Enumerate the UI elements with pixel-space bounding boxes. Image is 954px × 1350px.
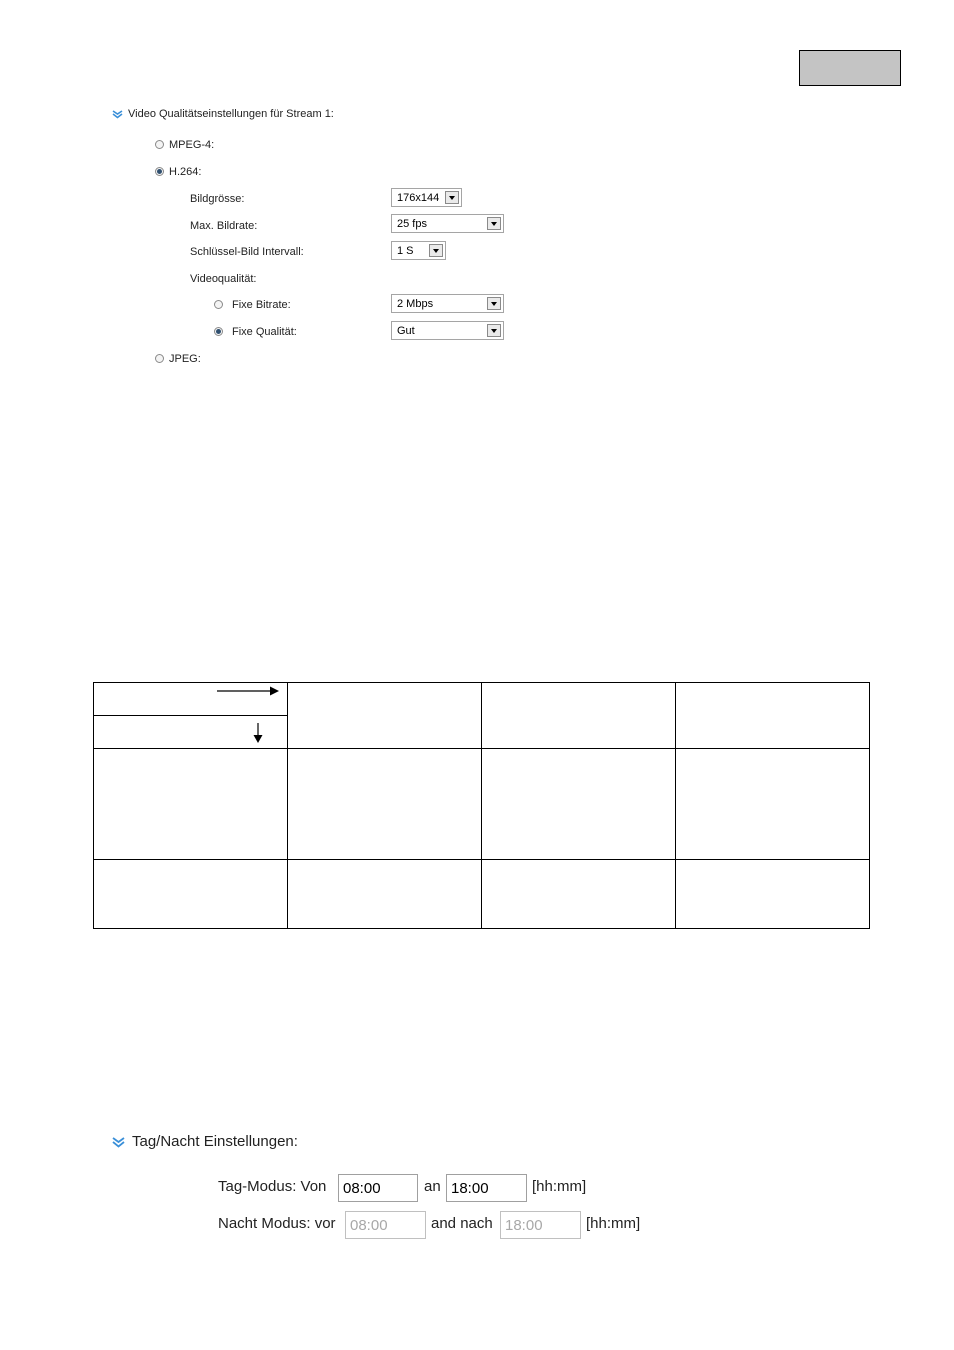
bitrate-value: 2 Mbps [397,298,434,310]
resolution-value: 176x144 [397,192,440,204]
keyframe-value: 1 S [397,245,414,257]
resolution-label: Bildgrösse: [190,193,245,205]
stream-section-title: Video Qualitätseinstellungen für Stream 1: [128,108,334,120]
night-mode-label: Nacht Modus: vor [218,1215,336,1232]
quality-label: Videoqualität: [190,273,257,285]
chevron-down-icon [487,217,501,230]
chevron-down-icon [487,324,501,337]
day-from-input[interactable] [338,1174,418,1202]
collapse-chevron-icon[interactable] [112,110,123,119]
arrow-right-icon [216,685,280,697]
arrow-down-icon [252,722,264,744]
fixed-bitrate-radio[interactable] [214,300,223,309]
h264-label: H.264: [169,166,202,178]
jpeg-label: JPEG: [169,353,201,365]
table-divider [675,682,676,929]
night-from-input[interactable] [345,1211,426,1239]
day-mode-label: Tag-Modus: Von [218,1178,327,1195]
night-to-value: 18:00 [505,1217,543,1234]
keyframe-label: Schlüssel-Bild Intervall: [190,246,304,258]
table-divider [93,748,870,749]
chevron-down-icon [445,191,459,204]
fixed-quality-radio[interactable] [214,327,223,336]
resolution-select[interactable] [391,188,462,207]
mpeg4-radio[interactable] [155,140,164,149]
table-divider [93,715,288,716]
chevron-down-icon [487,297,501,310]
fixed-quality-label: Fixe Qualität: [232,326,297,338]
mpeg4-label: MPEG-4: [169,139,215,151]
night-from-value: 08:00 [350,1217,388,1234]
h264-radio[interactable] [155,167,164,176]
bitrate-select[interactable] [391,294,504,313]
page-tab-box [799,50,901,86]
collapse-chevron-icon[interactable] [112,1137,125,1148]
jpeg-radio[interactable] [155,354,164,363]
night-unit-label: [hh:mm] [586,1215,641,1232]
table-divider [287,682,288,929]
day-night-title: Tag/Nacht Einstellungen: [132,1133,298,1150]
table-divider [93,859,870,860]
framerate-label: Max. Bildrate: [190,220,258,232]
framerate-value: 25 fps [397,218,427,230]
quality-value: Gut [397,325,415,337]
chevron-down-icon [429,244,443,257]
day-mid-label: an [424,1178,441,1195]
quality-select[interactable] [391,321,504,340]
night-to-input[interactable] [500,1211,581,1239]
framerate-select[interactable] [391,214,504,233]
fixed-bitrate-label: Fixe Bitrate: [232,299,291,311]
night-mid-label: and nach [431,1215,493,1232]
day-to-value: 18:00 [451,1180,489,1197]
table-divider [481,682,482,929]
day-to-input[interactable] [446,1174,527,1202]
keyframe-select[interactable] [391,241,446,260]
day-unit-label: [hh:mm] [532,1178,587,1195]
day-from-value: 08:00 [343,1180,381,1197]
